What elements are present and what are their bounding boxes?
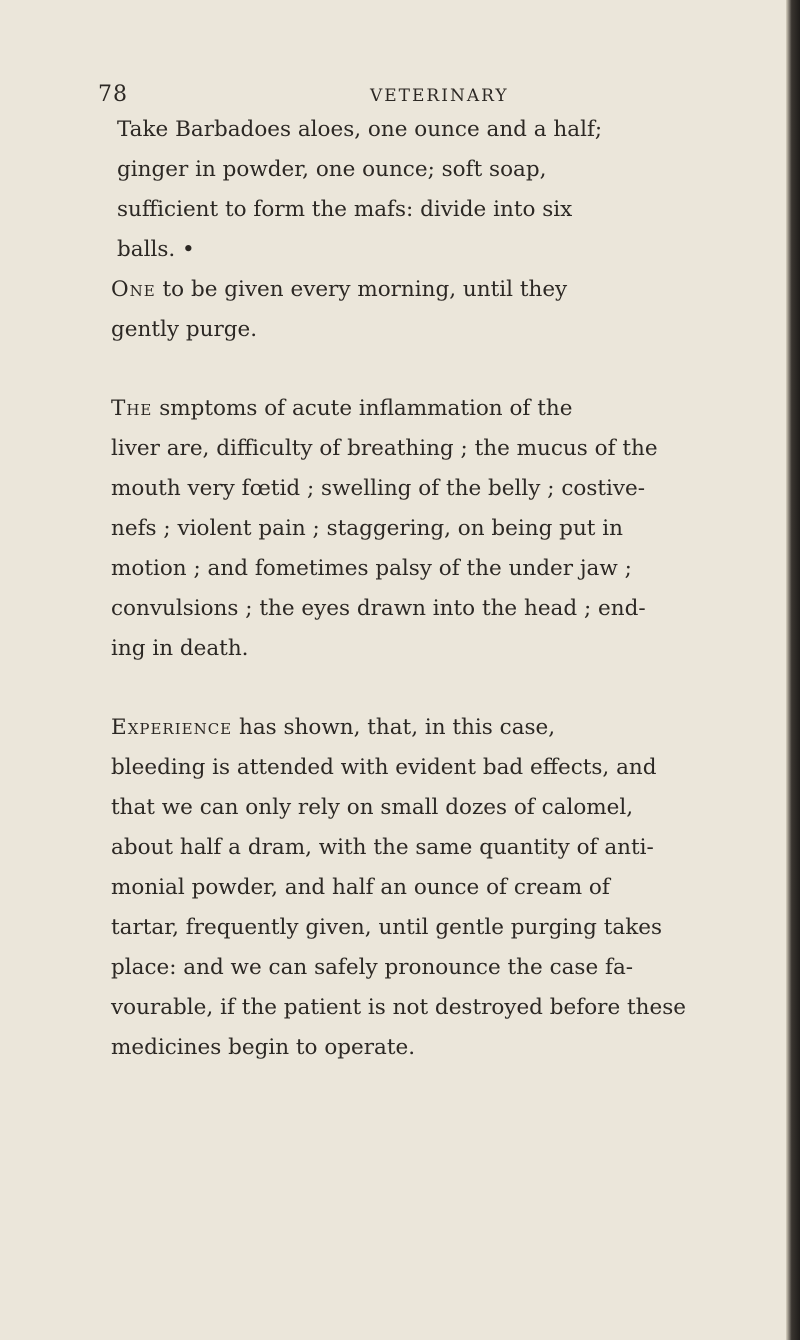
text-line	[111, 708, 716, 748]
text-line: that we can only rely on small dozes of calomel,	[111, 795, 634, 820]
text-line: vourable, if the patient is not destroyed before these	[111, 995, 686, 1020]
text-line-rest: to be given every morning, until they	[155, 277, 568, 302]
page-header	[98, 82, 598, 112]
paragraph-lead: One	[111, 277, 156, 302]
text-line: gently purge.	[111, 317, 258, 342]
text-line: monial powder, and half an ounce of cream of	[111, 875, 610, 900]
text-line-rest: smptoms of acute inflammation of the	[152, 396, 573, 421]
text-line: balls. •	[117, 237, 195, 262]
text-line: place: and we can safely pronounce the case fa-	[111, 955, 634, 980]
text-line: bleeding is attended with evident bad effects, and	[111, 755, 657, 780]
text-line: about half a dram, with the same quantity of anti-	[111, 835, 654, 860]
text-line: Take Barbadoes aloes, one ounce and a half;	[117, 117, 603, 142]
text-line: mouth very fœtid ; swelling of the belly ; costive-	[111, 476, 646, 501]
paragraph-dosage	[111, 270, 716, 350]
text-line: sufficient to form the mafs: divide into six	[117, 197, 573, 222]
running-title: VETERINARY	[370, 86, 509, 106]
paragraph-gap	[111, 669, 716, 708]
paragraph-lead: Experience	[111, 715, 233, 740]
text-line	[111, 389, 716, 429]
text-line: liver are, difficulty of breathing ; the mucus of the	[111, 436, 658, 461]
text-line: motion ; and fometimes palsy of the under jaw ;	[111, 556, 632, 581]
book-gutter	[786, 0, 800, 1340]
text-line	[111, 270, 716, 310]
paragraph-recipe	[111, 110, 716, 270]
page-number: 78	[98, 82, 128, 107]
text-line: nefs ; violent pain ; staggering, on being put in	[111, 516, 623, 541]
paragraph-symptoms	[111, 389, 716, 669]
body-text	[111, 110, 716, 1068]
paragraph-lead: The	[111, 396, 153, 421]
paragraph-gap	[111, 350, 716, 389]
paragraph-experience	[111, 708, 716, 1068]
text-line-rest: has shown, that, in this case,	[232, 715, 556, 740]
text-line: ing in death.	[111, 636, 249, 661]
text-line: convulsions ; the eyes drawn into the head ; end-	[111, 596, 646, 621]
text-line: ginger in powder, one ounce; soft soap,	[117, 157, 547, 182]
text-line: medicines begin to operate.	[111, 1035, 416, 1060]
text-line: tartar, frequently given, until gentle purging takes	[111, 915, 662, 940]
